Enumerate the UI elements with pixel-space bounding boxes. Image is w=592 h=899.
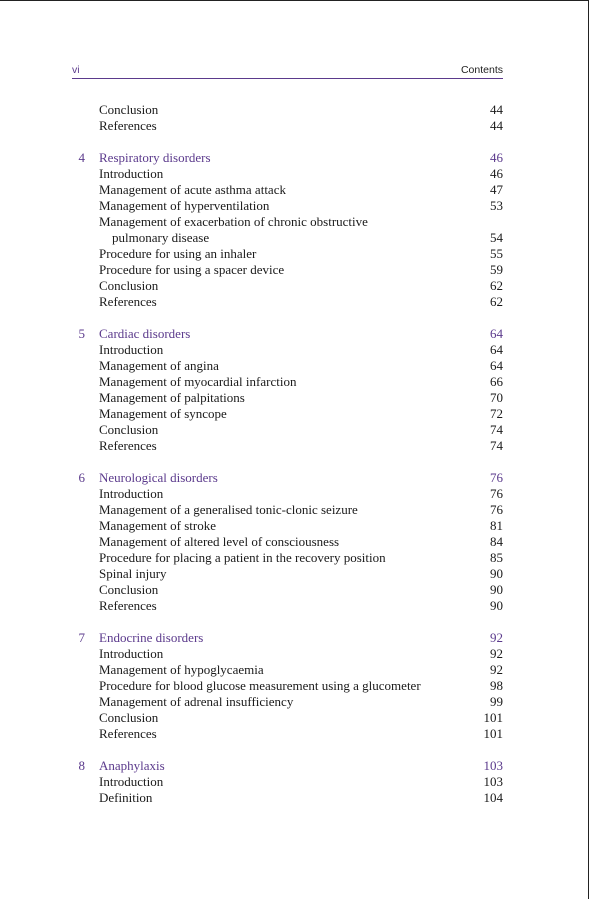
page-ref: 76 — [490, 486, 503, 501]
toc-entry — [0, 182, 592, 198]
page-ref: 104 — [483, 790, 503, 805]
page-ref: 55 — [490, 246, 503, 261]
entry-title: Management of adrenal insufficiency — [99, 694, 294, 709]
toc-entry — [0, 102, 592, 118]
toc-entry — [0, 118, 592, 134]
page-ref: 59 — [490, 262, 503, 277]
entry-title: Introduction — [99, 774, 164, 789]
page-ref: 47 — [490, 182, 503, 197]
toc-entry — [0, 390, 592, 406]
toc-entry — [0, 438, 592, 454]
chapter-number: 7 — [78, 630, 85, 645]
page-ref: 85 — [490, 550, 503, 565]
toc-entry — [0, 502, 592, 518]
page-ref: 44 — [490, 102, 503, 117]
chapter-number: 4 — [78, 150, 85, 165]
toc-entry — [0, 166, 592, 182]
page-ref: 103 — [483, 758, 503, 773]
toc-entry — [0, 534, 592, 550]
chapter-number: 5 — [78, 326, 85, 341]
page-ref: 84 — [490, 534, 503, 549]
chapter-heading — [0, 758, 592, 774]
entry-title: Management of hypoglycaemia — [99, 662, 264, 677]
toc-entry — [0, 550, 592, 566]
chapter-heading — [0, 470, 592, 486]
toc-entry — [0, 342, 592, 358]
toc-entry — [0, 358, 592, 374]
toc-entry — [0, 278, 592, 294]
chapter-heading — [0, 326, 592, 342]
chapter-number: 8 — [78, 758, 85, 773]
toc-entry — [0, 694, 592, 710]
page-ref: 90 — [490, 582, 503, 597]
entry-title: Management of altered level of consciousness — [99, 534, 340, 549]
section-spacer — [0, 310, 592, 326]
entry-title: References — [99, 598, 157, 613]
entry-title: Management of acute asthma attack — [99, 182, 286, 197]
page-ref: 44 — [490, 118, 503, 133]
entry-title: Spinal injury — [99, 566, 167, 581]
toc-entry — [0, 662, 592, 678]
toc-entry — [0, 230, 592, 246]
entry-title: Management of myocardial infarction — [99, 374, 297, 389]
page-ref: 76 — [490, 502, 503, 517]
page-ref: 70 — [490, 390, 503, 405]
entry-title: Conclusion — [99, 582, 159, 597]
toc-entry — [0, 262, 592, 278]
toc-entry — [0, 774, 592, 790]
page-ref: 98 — [490, 678, 503, 693]
running-head: Contents — [460, 64, 503, 76]
section-spacer — [0, 454, 592, 470]
toc-entry — [0, 214, 592, 230]
page-ref: 62 — [490, 294, 503, 309]
toc-entry — [0, 198, 592, 214]
entry-title: Management of stroke — [99, 518, 216, 533]
entry-title: Conclusion — [99, 278, 159, 293]
toc-entry — [0, 710, 592, 726]
toc-entry — [0, 790, 592, 806]
page-ref: 103 — [483, 774, 503, 789]
entry-title: References — [99, 438, 157, 453]
page-ref: 64 — [490, 358, 503, 373]
page-ref: 92 — [490, 630, 503, 645]
page-ref: 64 — [490, 342, 503, 357]
entry-title: Management of palpitations — [99, 390, 245, 405]
entry-title: Conclusion — [99, 102, 159, 117]
page-ref: 81 — [490, 518, 503, 533]
chapter-heading — [0, 630, 592, 646]
page-ref: 92 — [490, 662, 503, 677]
entry-title: References — [99, 118, 157, 133]
page-ref: 92 — [490, 646, 503, 661]
entry-title: Procedure for blood glucose measurement using a glucometer — [99, 678, 421, 693]
chapter-title: Anaphylaxis — [99, 758, 165, 773]
entry-title: Management of hyperventilation — [99, 198, 270, 213]
entry-title: Management of exacerbation of chronic obstructive — [99, 214, 368, 229]
entry-title: Introduction — [99, 166, 164, 181]
entry-title: Procedure for using a spacer device — [99, 262, 285, 277]
toc-entry — [0, 646, 592, 662]
page-header — [72, 64, 503, 79]
toc-entry — [0, 582, 592, 598]
page-ref: 62 — [490, 278, 503, 293]
entry-title: Introduction — [99, 342, 164, 357]
chapter-number: 6 — [78, 470, 85, 485]
chapter-title: Cardiac disorders — [99, 326, 191, 341]
entry-title: Procedure for placing a patient in the recovery position — [99, 550, 386, 565]
entry-title: Procedure for using an inhaler — [99, 246, 257, 261]
toc-entry — [0, 246, 592, 262]
chapter-title: Endocrine disorders — [99, 630, 204, 645]
section-spacer — [0, 614, 592, 630]
toc-entry — [0, 566, 592, 582]
entry-title: Management of syncope — [99, 406, 227, 421]
entry-title: References — [99, 294, 157, 309]
section-spacer — [0, 134, 592, 150]
toc-entry — [0, 486, 592, 502]
toc-entry — [0, 726, 592, 742]
page-ref: 53 — [490, 198, 503, 213]
page-ref: 74 — [490, 422, 503, 437]
chapter-title: Respiratory disorders — [99, 150, 211, 165]
toc-entry — [0, 678, 592, 694]
entry-title: Management of angina — [99, 358, 219, 373]
entry-title: Introduction — [99, 646, 164, 661]
table-of-contents — [0, 102, 592, 806]
toc-entry — [0, 374, 592, 390]
page-ref: 101 — [483, 726, 503, 741]
section-spacer — [0, 742, 592, 758]
entry-title: Conclusion — [99, 422, 159, 437]
entry-title: Definition — [99, 790, 153, 805]
page-ref: 64 — [490, 326, 503, 341]
page-ref: 101 — [483, 710, 503, 725]
entry-title: pulmonary disease — [112, 230, 210, 245]
page-ref: 90 — [490, 598, 503, 613]
toc-entry — [0, 422, 592, 438]
entry-title: Conclusion — [99, 710, 159, 725]
page-ref: 76 — [490, 470, 503, 485]
page-ref: 46 — [490, 166, 503, 181]
page-ref: 99 — [490, 694, 503, 709]
page-ref: 90 — [490, 566, 503, 581]
toc-entry — [0, 406, 592, 422]
entry-title: References — [99, 726, 157, 741]
toc-entry — [0, 294, 592, 310]
toc-entry — [0, 518, 592, 534]
entry-title: Introduction — [99, 486, 164, 501]
page-ref: 74 — [490, 438, 503, 453]
chapter-heading — [0, 150, 592, 166]
chapter-title: Neurological disorders — [99, 470, 218, 485]
page-ref: 72 — [490, 406, 503, 421]
toc-entry — [0, 598, 592, 614]
page-ref: 46 — [490, 150, 503, 165]
page-number: vi — [72, 64, 80, 76]
entry-title: Management of a generalised tonic-clonic seizure — [99, 502, 358, 517]
page-ref: 54 — [490, 230, 503, 245]
page-ref: 66 — [490, 374, 503, 389]
